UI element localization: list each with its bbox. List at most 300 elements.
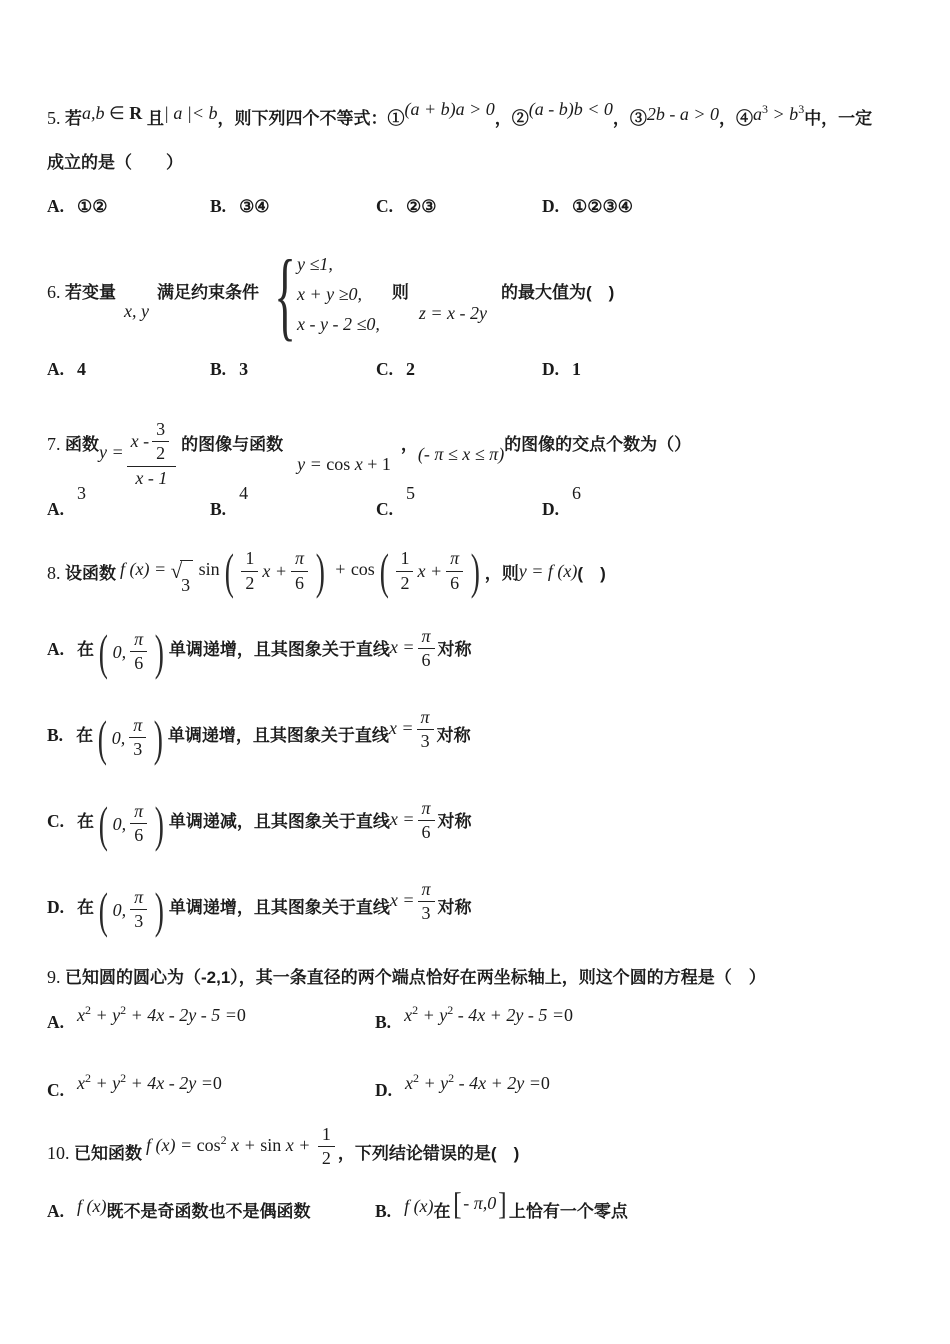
- math-text: π: [294, 548, 304, 569]
- math-italic: 0,: [112, 899, 127, 920]
- question-10-option-A: [47, 1194, 375, 1230]
- chinese-text: 则: [391, 283, 409, 303]
- superscript: 2: [413, 1071, 420, 1086]
- chinese-text: 单调递增，且其图象关于直线: [167, 726, 389, 746]
- math-italic: f (x): [404, 1195, 434, 1216]
- option-label: A.: [47, 1011, 65, 1032]
- question-9-option-A: [47, 1002, 375, 1039]
- option-body: [77, 482, 87, 519]
- denominator: [450, 572, 459, 595]
- option-body: [406, 482, 416, 519]
- math-bold: 4: [77, 359, 87, 380]
- math-italic: x: [405, 1073, 414, 1094]
- math-text: π: [421, 797, 431, 818]
- offset-block: [405, 1066, 550, 1100]
- math-text: 2: [156, 443, 166, 464]
- numerator: [130, 801, 147, 825]
- chinese-text: 已知圆的圆心为（-2,1），其一条直径的两个端点恰好在两坐标轴上，则这个圆的方程是（ ）: [65, 967, 766, 987]
- big-parens: [94, 709, 167, 766]
- math-text: 1: [245, 548, 255, 569]
- delim-content: [112, 887, 152, 933]
- option-label: C.: [47, 1080, 65, 1101]
- math-upright: 8.: [47, 562, 65, 583]
- math-text: x + y ≥0,: [296, 284, 362, 305]
- math-upright: sin: [194, 558, 220, 579]
- option-body: [77, 795, 472, 852]
- chinese-text: 单调递减，且其图象关于直线: [168, 812, 390, 832]
- fraction: [129, 715, 146, 761]
- option-body: [239, 359, 249, 380]
- option-body: [572, 482, 582, 519]
- math-text: π: [421, 878, 431, 899]
- fraction: [130, 801, 147, 847]
- denominator: [400, 572, 409, 595]
- constraint-system: [261, 239, 380, 351]
- chinese-text: 上恰有一个零点: [508, 1201, 628, 1221]
- math-upright: ∈: [109, 103, 130, 123]
- chinese-text: 在: [77, 898, 95, 918]
- superscript: 3: [762, 102, 769, 116]
- math-upright: 10.: [47, 1142, 74, 1163]
- math-italic: 0,: [112, 641, 127, 662]
- math-upright: 5: [406, 482, 416, 503]
- math-text: π: [450, 548, 460, 569]
- numerator: [130, 629, 147, 653]
- fraction: [418, 879, 435, 925]
- offset-block: [418, 431, 504, 478]
- math-bold: 3: [239, 359, 249, 380]
- math-text: π: [421, 625, 431, 646]
- chinese-text: ，下列结论错误的是( ): [337, 1143, 520, 1163]
- denominator: [422, 902, 431, 925]
- question-7-option-C: [376, 482, 542, 526]
- denominator: [133, 738, 142, 761]
- math-text: 3: [134, 911, 144, 932]
- chinese-text: ，则下列四个不等式：①: [217, 109, 405, 128]
- question-7-option-A: [47, 482, 210, 526]
- numerator: [291, 548, 308, 572]
- question-5: [47, 100, 920, 223]
- option-label: C.: [47, 811, 65, 832]
- math-text: x - y - 2 ≤0,: [296, 314, 380, 335]
- denominator: [421, 730, 430, 753]
- fraction: [130, 887, 147, 933]
- math-italic: | a |< b: [163, 103, 218, 123]
- question-10-option-B: [375, 1185, 920, 1230]
- denominator: [295, 572, 304, 595]
- math-text: 3: [420, 731, 430, 752]
- offset-block: [451, 1186, 509, 1220]
- superscript: 2: [85, 1002, 92, 1017]
- offset-block: [390, 798, 438, 844]
- superscript: 2: [412, 1002, 419, 1017]
- open-delim: [: [452, 1185, 462, 1222]
- denominator: [245, 572, 254, 595]
- math-text: 6: [450, 572, 460, 593]
- math-italic: x, y: [124, 300, 149, 321]
- chinese-text: ，③: [612, 109, 647, 128]
- big-parens: [221, 543, 329, 600]
- denominator: [135, 467, 167, 490]
- constraint-line: [297, 313, 380, 336]
- math-text: 1: [400, 548, 410, 569]
- option-body: [572, 359, 582, 380]
- option-label: D.: [375, 1080, 393, 1101]
- math-text: 2: [245, 572, 255, 593]
- question-8: [47, 543, 920, 938]
- option-label: C.: [376, 359, 394, 380]
- fraction: [417, 707, 434, 753]
- math-text: 6: [134, 653, 144, 674]
- constraint-line: [297, 253, 380, 276]
- math-text: π: [420, 706, 430, 727]
- math-italic: f (x) =: [120, 558, 171, 579]
- fraction: [291, 548, 308, 594]
- fraction: [130, 629, 147, 675]
- question-5-option-C: [376, 190, 542, 223]
- math-text: π: [134, 886, 144, 907]
- math-italic: x =: [388, 717, 414, 738]
- math-italic: x =: [389, 636, 415, 657]
- math-upright: 0: [212, 1073, 222, 1094]
- option-label: C.: [376, 498, 394, 519]
- chinese-text: 单调递增，且其图象关于直线: [168, 640, 390, 660]
- option-label: B.: [47, 725, 64, 746]
- option-body: [406, 199, 436, 216]
- offset-block: [77, 1066, 222, 1100]
- question-6: [47, 239, 920, 386]
- offset-block: [77, 476, 86, 510]
- offset-block: [519, 548, 578, 595]
- open-delim: (: [98, 881, 108, 938]
- math-upright: 6.: [47, 282, 65, 303]
- option-body: [77, 359, 87, 380]
- question-7-line-1: [47, 411, 920, 488]
- option-body: [77, 1071, 222, 1100]
- offset-block: [753, 96, 804, 132]
- math-italic: x +: [262, 560, 287, 581]
- delim-content: [112, 629, 152, 675]
- math-upright: cos: [350, 558, 375, 579]
- offset-block: [390, 626, 438, 672]
- delim-content: [112, 801, 152, 847]
- math-italic: x +: [226, 1134, 261, 1155]
- offset-block: [647, 96, 719, 132]
- denominator: [422, 649, 431, 672]
- chinese-text: 对称: [436, 726, 471, 746]
- math-text: 3: [156, 418, 166, 439]
- denominator: [156, 442, 165, 465]
- fraction: [127, 419, 176, 490]
- question-9-option-D: [375, 1073, 920, 1107]
- chinese-text: 对称: [437, 898, 472, 918]
- question-list: [47, 100, 920, 1230]
- open-delim: (: [379, 543, 389, 600]
- chinese-text: ，④: [719, 109, 754, 128]
- math-text: x - 1: [135, 467, 168, 488]
- superscript: 3: [798, 102, 805, 116]
- math-italic: - 4x + 2y =: [454, 1073, 541, 1094]
- math-italic: 2b - a > 0: [646, 104, 720, 124]
- math-italic: y = f (x): [518, 560, 578, 581]
- option-label: B.: [210, 196, 227, 216]
- numerator: [129, 715, 146, 739]
- math-upright: 4: [239, 482, 249, 503]
- option-body: [77, 1195, 311, 1221]
- offset-block: [390, 879, 438, 925]
- math-upright: 5.: [47, 108, 65, 128]
- question-6-option-D: [542, 352, 920, 386]
- offset-block: [404, 1189, 433, 1223]
- constraint-line: [297, 283, 380, 306]
- math-italic: 0,: [111, 727, 126, 748]
- brace-icon: {: [274, 239, 296, 351]
- offset-block: [239, 476, 248, 510]
- constraint-lines: [297, 253, 380, 336]
- close-delim: ): [154, 881, 165, 938]
- math-bold: R: [129, 103, 143, 123]
- chinese-text: 的图像的交点个数为（）: [504, 434, 692, 454]
- math-upright: 0: [563, 1004, 573, 1025]
- option-label: D.: [47, 897, 65, 918]
- chinese-text: ，则: [484, 563, 519, 583]
- chinese-text: 在: [433, 1201, 451, 1221]
- numerator: [417, 707, 434, 731]
- chinese-text: ( ): [577, 563, 606, 583]
- question-7-option-B: [210, 482, 376, 526]
- superscript: 2: [85, 1071, 92, 1086]
- offset-block: [120, 543, 485, 609]
- superscript: 2: [120, 1071, 127, 1086]
- radical-sign: √: [170, 558, 183, 583]
- question-10-options: [47, 1185, 920, 1230]
- math-italic: + y: [419, 1073, 449, 1094]
- math-italic: (a - b)b < 0: [528, 99, 613, 119]
- math-italic: x =: [389, 889, 415, 910]
- math-upright: 0: [540, 1073, 550, 1094]
- fraction: [152, 419, 169, 465]
- chinese-text: 对称: [437, 812, 472, 832]
- chinese-text: ②③: [406, 197, 437, 216]
- question-8-option-C: [47, 795, 920, 852]
- option-body: [76, 706, 471, 766]
- math-italic: x: [354, 453, 368, 474]
- question-6-line-1: [47, 239, 920, 351]
- question-5-option-A: [47, 190, 210, 223]
- math-italic: x =: [389, 808, 415, 829]
- question-8-option-D: [47, 878, 920, 938]
- numerator: [152, 419, 169, 443]
- close-delim: ): [153, 709, 164, 766]
- offset-block: [124, 288, 149, 335]
- question-9: [47, 959, 920, 1108]
- offset-block: [572, 476, 581, 510]
- question-8-option-B: [47, 706, 920, 766]
- open-delim: (: [97, 709, 107, 766]
- math-italic: (- π ≤ x ≤ π): [417, 443, 505, 464]
- numerator: [396, 548, 413, 572]
- option-body: [404, 1002, 573, 1032]
- chinese-text: 若变量: [65, 283, 116, 303]
- math-italic: x +: [281, 1134, 315, 1155]
- math-text: 2: [400, 572, 410, 593]
- question-7-options: [47, 482, 920, 526]
- numerator: [127, 419, 176, 467]
- option-body: [77, 878, 472, 938]
- offset-block: [77, 1189, 106, 1223]
- delim-content: [111, 715, 151, 761]
- math-text: 6: [421, 650, 431, 671]
- superscript: 2: [120, 1002, 127, 1017]
- math-italic: y =: [99, 441, 124, 462]
- math-italic: f (x) =: [146, 1134, 197, 1155]
- numerator: [446, 548, 463, 572]
- offset-block: [164, 95, 218, 131]
- math-text: 3: [421, 903, 431, 924]
- open-delim: (: [224, 543, 234, 600]
- chinese-text: ①②: [77, 197, 108, 216]
- question-5-option-D: [542, 190, 920, 223]
- question-6-option-C: [376, 352, 542, 386]
- question-5-line-1: [47, 100, 920, 136]
- big-parens: [95, 795, 168, 852]
- close-delim: ): [470, 543, 481, 600]
- math-italic: (a + b)a > 0: [404, 99, 495, 119]
- offset-block: [404, 998, 573, 1032]
- option-label: A.: [47, 359, 65, 380]
- math-text: 6: [134, 825, 144, 846]
- delim-content: [237, 548, 312, 595]
- denominator: [134, 824, 143, 847]
- big-brackets: [452, 1186, 508, 1220]
- math-text: 6: [421, 822, 431, 843]
- radical: [171, 560, 194, 609]
- math-italic: y =: [297, 453, 327, 474]
- chinese-text: ③④: [239, 197, 270, 216]
- chinese-text: ①②③④: [572, 197, 633, 216]
- denominator: [422, 821, 431, 844]
- offset-block: [77, 998, 246, 1032]
- math-italic: + y: [91, 1073, 121, 1094]
- option-label: B.: [375, 1011, 392, 1032]
- math-italic: - π,0: [463, 1192, 497, 1213]
- option-label: B.: [210, 498, 227, 519]
- math-text: 1: [321, 1123, 331, 1144]
- math-bold: 2: [406, 359, 416, 380]
- numerator: [418, 879, 435, 903]
- radicand: [180, 560, 193, 609]
- math-text: 6: [294, 572, 304, 593]
- math-italic: a,b: [82, 103, 109, 123]
- option-body: [239, 199, 269, 216]
- option-body: [239, 482, 249, 519]
- offset-block: [146, 1124, 338, 1170]
- math-italic: 0,: [112, 813, 127, 834]
- numerator: [418, 626, 435, 650]
- math-italic: x +: [417, 560, 443, 581]
- chinese-text: 在: [77, 812, 95, 832]
- chinese-text: 设函数: [65, 563, 116, 583]
- offset-block: [389, 707, 437, 753]
- close-delim: ]: [498, 1185, 507, 1222]
- math-upright: cos: [196, 1134, 221, 1155]
- fraction: [446, 548, 463, 594]
- question-9-line-1: [47, 959, 920, 995]
- option-label: B.: [375, 1200, 392, 1221]
- math-italic: f (x): [77, 1195, 107, 1216]
- chinese-text: 若: [65, 109, 82, 128]
- fraction: [318, 1124, 335, 1170]
- denominator: [134, 652, 143, 675]
- question-7: [47, 411, 920, 526]
- math-italic: +: [329, 558, 351, 579]
- chinese-text: 已知函数: [74, 1143, 142, 1163]
- offset-block: [82, 95, 142, 131]
- math-upright: + 1: [367, 453, 391, 474]
- question-10-line-1: [47, 1123, 920, 1178]
- chinese-text: ，: [400, 434, 418, 454]
- math-text: 3: [133, 739, 143, 760]
- option-label: D.: [542, 196, 560, 216]
- chinese-text: 在: [77, 640, 95, 660]
- option-body: [404, 1185, 628, 1222]
- chinese-text: 的最大值为( ): [500, 283, 615, 303]
- math-text: 3: [181, 574, 191, 595]
- chinese-text: 既不是奇函数也不是偶函数: [106, 1201, 311, 1221]
- math-italic: - 4x + 2y - 5 =: [453, 1004, 564, 1025]
- offset-block: [404, 91, 494, 127]
- question-5-option-B: [210, 190, 376, 223]
- option-body: [406, 359, 416, 380]
- offset-block: [419, 290, 487, 337]
- math-upright: 0: [236, 1004, 246, 1025]
- question-6-options: [47, 352, 920, 386]
- fraction: [396, 548, 413, 594]
- offset-block: [406, 476, 415, 510]
- superscript: 2: [448, 1071, 455, 1086]
- chinese-text: ，②: [494, 109, 529, 128]
- fraction: [418, 626, 435, 672]
- question-9-option-B: [375, 1002, 920, 1039]
- question-6-option-A: [47, 352, 210, 386]
- delim-content: [392, 548, 467, 595]
- fraction: [241, 548, 258, 594]
- numerator: [241, 548, 258, 572]
- math-italic: a: [753, 104, 763, 124]
- question-10: [47, 1123, 920, 1231]
- math-italic: x: [404, 1004, 413, 1025]
- offset-block: [297, 441, 391, 488]
- math-upright: 3: [77, 482, 87, 503]
- question-8-option-A: [47, 623, 920, 680]
- option-label: A.: [47, 639, 65, 660]
- question-8-options: [47, 623, 920, 938]
- math-upright: 6: [572, 482, 582, 503]
- delim-content: [462, 1186, 497, 1220]
- option-label: D.: [542, 359, 560, 380]
- superscript: 2: [447, 1002, 454, 1017]
- math-text: y ≤1,: [296, 254, 333, 275]
- close-delim: ): [154, 623, 165, 680]
- option-label: A.: [47, 196, 65, 216]
- option-body: [77, 623, 472, 680]
- chinese-text: 中，一定: [804, 109, 873, 128]
- big-parens: [376, 543, 484, 600]
- math-italic: + 4x - 2y =: [126, 1073, 213, 1094]
- question-9-options: [47, 1002, 920, 1108]
- question-8-line-1: [47, 543, 920, 613]
- option-label: C.: [376, 196, 394, 216]
